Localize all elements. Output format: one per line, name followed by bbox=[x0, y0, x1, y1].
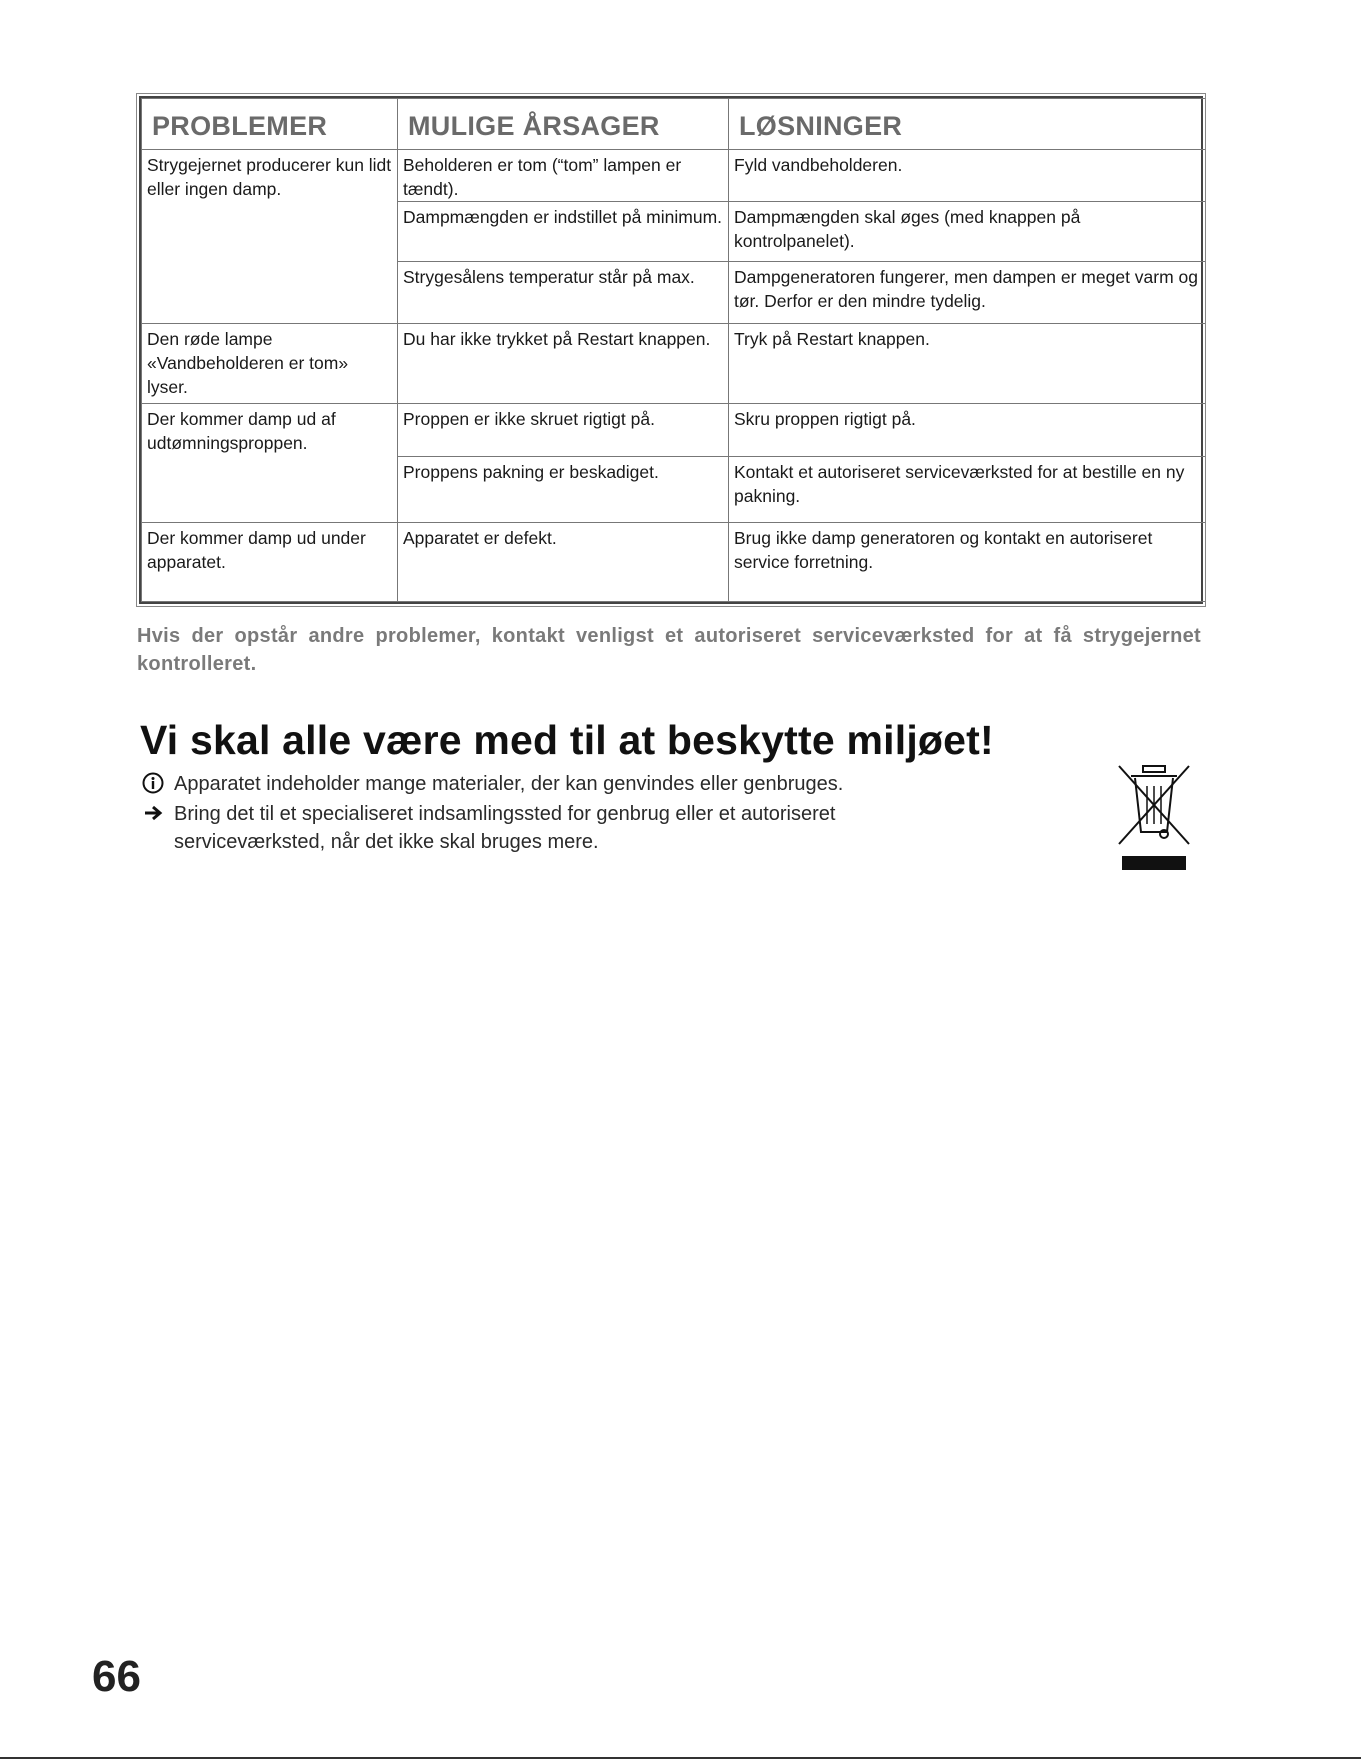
recycling-action-line bbox=[142, 800, 835, 828]
problem-cell: Strygejernet producerer kun lidt eller ingen damp. bbox=[142, 150, 398, 324]
table-row bbox=[142, 404, 1206, 457]
cause-cell: Apparatet er defekt. bbox=[398, 523, 729, 602]
cause-cell: Proppens pakning er beskadiget. bbox=[398, 457, 729, 523]
cause-cell: Beholderen er tom (“tom” lampen er tændt). bbox=[398, 150, 729, 202]
solution-cell: Kontakt et autoriseret serviceværksted for at bestille en ny pakning. bbox=[729, 457, 1206, 523]
solution-cell: Skru proppen rigtigt på. bbox=[729, 404, 1206, 457]
problem-cell: Der kommer damp ud af udtømningsproppen. bbox=[142, 404, 398, 523]
table-header-row bbox=[142, 99, 1206, 150]
column-header-causes: MULIGE ÅRSAGER bbox=[398, 99, 729, 150]
recycling-action-text: Bring det til et specialiseret indsamlingssted for genbrug eller et autoriseret bbox=[174, 803, 836, 825]
environment-heading: Vi skal alle være med til at beskytte miljøet! bbox=[140, 717, 994, 763]
service-note: Hvis der opstår andre problemer, kontakt venligst et autoriseret serviceværksted for at få strygejernet kontrolleret. bbox=[137, 625, 1201, 675]
solution-cell: Dampmængden skal øges (med knappen på kontrolpanelet). bbox=[729, 202, 1206, 262]
recycling-action-continuation: serviceværksted, når det ikke skal bruges mere. bbox=[174, 831, 599, 853]
table-row bbox=[142, 523, 1206, 602]
cause-cell: Proppen er ikke skruet rigtigt på. bbox=[398, 404, 729, 457]
cause-cell: Du har ikke trykket på Restart knappen. bbox=[398, 324, 729, 404]
solution-cell: Dampgeneratoren fungerer, men dampen er meget varm og tør. Derfor er den mindre tydelig. bbox=[729, 262, 1206, 324]
recycling-info-line bbox=[142, 770, 843, 798]
arrow-right-icon bbox=[142, 800, 164, 828]
solution-cell: Brug ikke damp generatoren og kontakt en autoriseret service forretning. bbox=[729, 523, 1206, 602]
troubleshooting-table bbox=[141, 98, 1206, 602]
bottom-rule bbox=[0, 1757, 1361, 1759]
problem-cell: Der kommer damp ud under apparatet. bbox=[142, 523, 398, 602]
cause-cell: Strygesålens temperatur står på max. bbox=[398, 262, 729, 324]
column-header-solutions: LØSNINGER bbox=[729, 99, 1206, 150]
crossed-out-wheelie-bin-icon bbox=[1115, 762, 1193, 872]
cause-cell: Dampmængden er indstillet på minimum. bbox=[398, 202, 729, 262]
recycling-info-text: Apparatet indeholder mange materialer, der kan genvindes eller genbruges. bbox=[174, 773, 844, 795]
column-header-problems: PROBLEMER bbox=[142, 99, 398, 150]
problem-cell: Den røde lampe «Vandbeholderen er tom» lyser. bbox=[142, 324, 398, 404]
page-number: 66 bbox=[92, 1652, 141, 1701]
info-circle-icon bbox=[142, 770, 164, 798]
table-row bbox=[142, 324, 1206, 404]
table-row bbox=[142, 150, 1206, 202]
solution-cell: Tryk på Restart knappen. bbox=[729, 324, 1206, 404]
solution-cell: Fyld vandbeholderen. bbox=[729, 150, 1206, 202]
troubleshooting-table-frame bbox=[139, 96, 1203, 604]
